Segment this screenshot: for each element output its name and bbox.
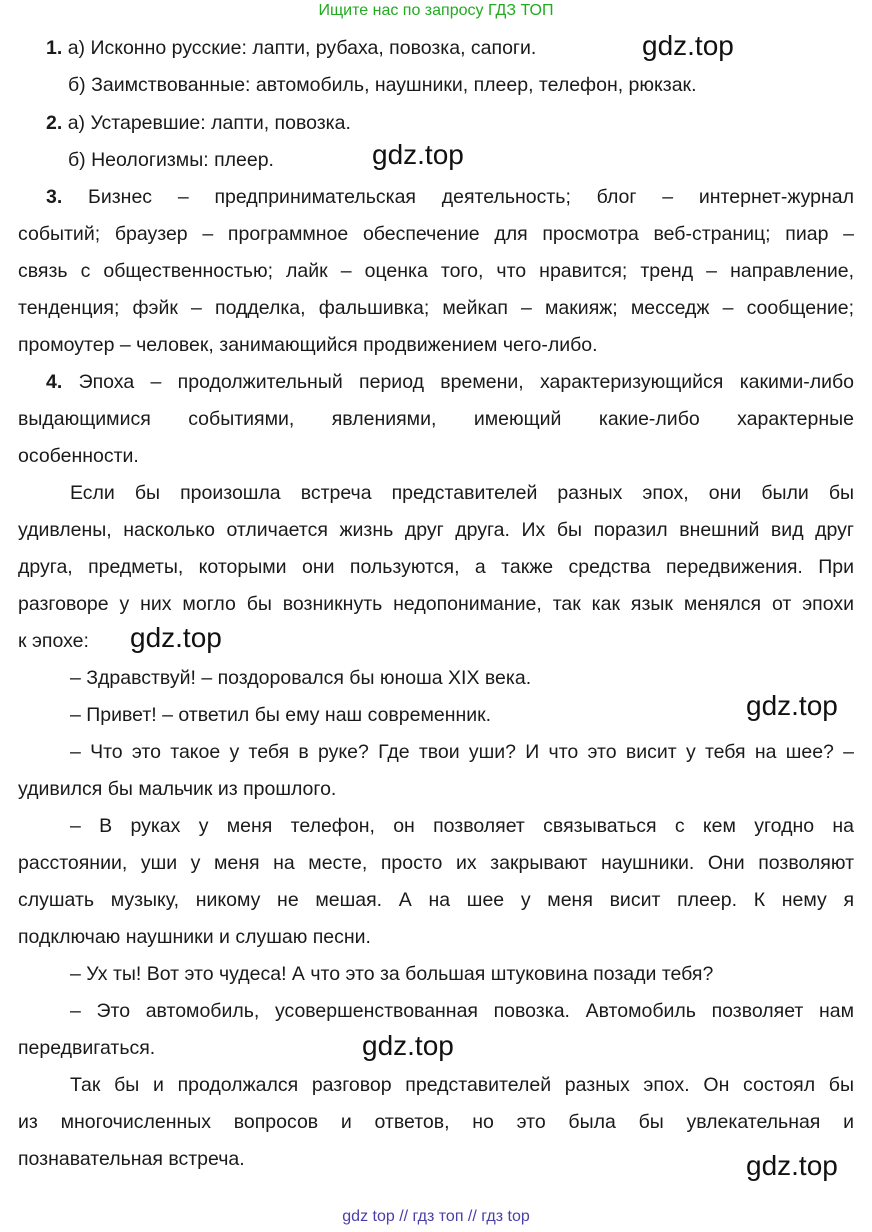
task-1-line-a: 1. а) Исконно русские: лапти, рубаха, повозка, сапоги. (46, 37, 537, 59)
task-4-line-3: особенности. (18, 445, 139, 467)
paragraph-line: Если бы произошла встреча представителей разных эпох, они были бы (70, 482, 854, 504)
footer-links: gdz top // гдз топ // гдз top (342, 1208, 530, 1225)
task-3-line-4: тенденция; фэйк – подделка, фальшивка; мейкап – макияж; месседж – сообщение; (18, 297, 854, 319)
task-2-line-a: 2. а) Устаревшие: лапти, повозка. (46, 112, 351, 134)
watermark: gdz.top (642, 30, 734, 61)
watermark: gdz.top (362, 1030, 454, 1061)
task-number: 3. (46, 186, 63, 208)
task-number: 4. (46, 371, 63, 393)
closing-line: из многочисленных вопросов и ответов, но это была бы увлекательная и (18, 1111, 854, 1133)
dialogue-line: передвигаться. (18, 1037, 156, 1059)
paragraph-line: к эпохе: (18, 630, 89, 652)
task-2-line-b: б) Неологизмы: плеер. (68, 149, 274, 171)
task-3-line-5: промоутер – человек, занимающийся продвижением чего-либо. (18, 334, 598, 356)
task-3-line-1: 3. Бизнес – предпринимательская деятельность; блог – интернет-журнал (46, 186, 854, 208)
task-3-line-3: связь с общественностью; лайк – оценка того, что нравится; тренд – направление, (18, 260, 854, 282)
task-4-line-2: выдающимися событиями, явлениями, имеющий какие-либо характерные (18, 408, 854, 430)
dialogue-line: – Это автомобиль, усовершенствованная повозка. Автомобиль позволяет нам (70, 1000, 854, 1022)
dialogue-line: – Что это такое у тебя в руке? Где твои уши? И что это висит у тебя на шее? – (70, 741, 854, 763)
task-3-line-2: событий; браузер – программное обеспечение для просмотра веб-страниц; пиар – (18, 223, 854, 245)
paragraph-line: удивлены, насколько отличается жизнь друг друга. Их бы поразил внешний вид друг (18, 519, 854, 541)
paragraph-line: друга, предметы, которыми они пользуются, а также средства передвижения. При (18, 556, 854, 578)
task-1-line-b: б) Заимствованные: автомобиль, наушники, плеер, телефон, рюкзак. (68, 74, 697, 96)
paragraph-line: разговоре у них могло бы возникнуть недопонимание, так как язык менялся от эпохи (18, 593, 854, 615)
dialogue-line: – Здравствуй! – поздоровался бы юноша XIX века. (70, 667, 532, 689)
watermark: gdz.top (372, 139, 464, 170)
watermark: gdz.top (746, 690, 838, 721)
dialogue-line: подключаю наушники и слушаю песни. (18, 926, 371, 948)
dialogue-line: – Привет! – ответил бы ему наш современник. (70, 704, 492, 726)
dialogue-line: – Ух ты! Вот это чудеса! А что это за большая штуковина позади тебя? (70, 963, 714, 985)
closing-line: Так бы и продолжался разговор представителей разных эпох. Он состоял бы (70, 1074, 854, 1096)
watermark: gdz.top (746, 1150, 838, 1181)
task-number: 1. (46, 37, 63, 59)
watermark: gdz.top (130, 622, 222, 653)
task-4-line-1: 4. Эпоха – продолжительный период времени, характеризующийся какими-либо (46, 371, 854, 393)
task-number: 2. (46, 112, 63, 134)
dialogue-line: слушать музыку, никому не мешая. А на шее у меня висит плеер. К нему я (18, 889, 854, 911)
closing-line: познавательная встреча. (18, 1148, 245, 1170)
dialogue-line: – В руках у меня телефон, он позволяет связываться с кем угодно на (70, 815, 854, 837)
dialogue-line: удивился бы мальчик из прошлого. (18, 778, 337, 800)
dialogue-line: расстоянии, уши у меня на месте, просто их закрывают наушники. Они позволяют (18, 852, 854, 874)
search-banner: Ищите нас по запросу ГДЗ ТОП (318, 2, 554, 19)
